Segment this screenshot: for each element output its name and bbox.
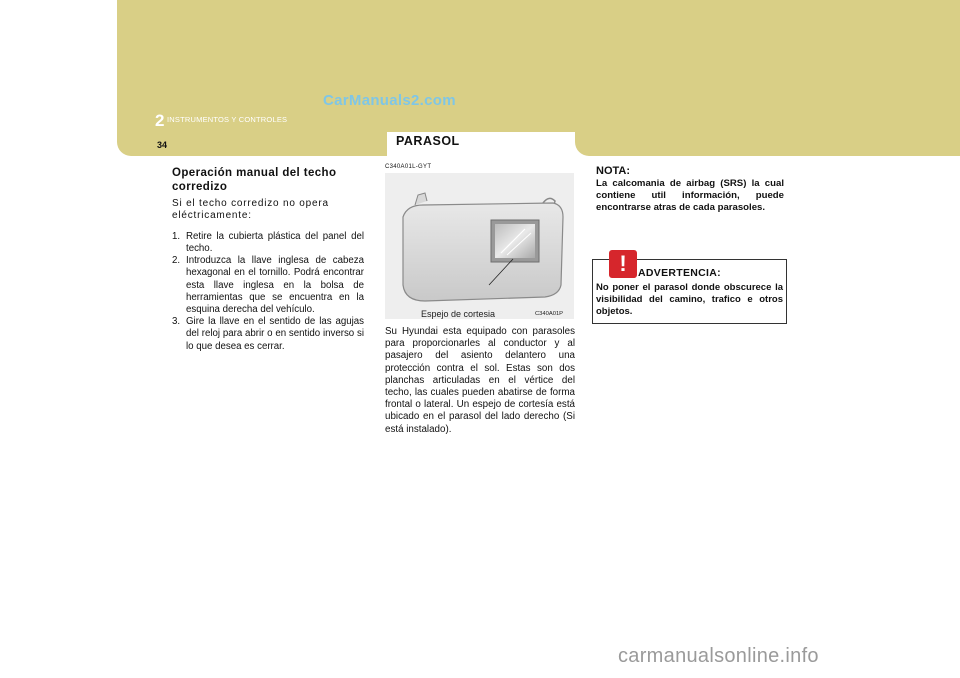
step-number: 2.: [172, 255, 181, 267]
step-text: Introduzca la llave inglesa de cabeza hexagonal en el tornillo. Podrá encontrar esta llave inglesa en la bolsa de herramientas que se encuentra en la esquina derecha del vehículo.: [186, 255, 364, 316]
figure-code: C340A01P: [535, 311, 564, 317]
header-right-tab: [575, 132, 960, 156]
step-number: 3.: [172, 316, 181, 328]
parasol-description: Su Hyundai esta equipado con parasoles para proporcionarles al conductor y al pasajero del asiento delantero una protección contra el sol. Estas son dos planchas articuladas en el vértice del techo, las cuales pueden abatirse de forma frontal o lateral. Un espejo de cortesía está ubicado en el parasol del lado derecho (Si está instalado).: [385, 326, 575, 435]
step-text: Retire la cubierta plástica del panel del techo.: [186, 230, 364, 255]
reference-code: C340A01L-GYT: [385, 164, 432, 170]
sunroof-heading: Operación manual del techo corredizo: [172, 167, 337, 193]
note-title: NOTA:: [596, 165, 631, 177]
warning-title: ADVERTENCIA:: [638, 267, 721, 279]
page-number: 34: [157, 140, 168, 150]
sunroof-steps: [172, 231, 364, 353]
left-column: [172, 166, 364, 353]
step-item: [172, 316, 364, 353]
chapter-title: INSTRUMENTOS Y CONTROLES: [167, 115, 288, 124]
bottom-watermark-link[interactable]: carmanualsonline.info: [618, 645, 819, 667]
figure-caption: Espejo de cortesia: [421, 309, 496, 319]
exclamation-icon: !: [609, 250, 637, 278]
sun-visor-illustration: [385, 173, 574, 319]
step-number: 1.: [172, 230, 181, 242]
step-item: [172, 255, 364, 316]
note-text: La calcomania de airbag (SRS) la cual contiene util información, puede encontrarse atras de cada parasoles.: [596, 178, 784, 213]
header-band: [117, 0, 960, 132]
step-item: [172, 231, 364, 255]
middle-column: [385, 164, 575, 436]
section-title: PARASOL: [396, 134, 460, 148]
warning-text: No poner el parasol donde obscurece la visibilidad del camino, trafico e otros objetos.: [596, 282, 783, 317]
sun-visor-figure: [385, 173, 574, 319]
step-text: Gire la llave en el sentido de las agujas del reloj para abrir o en sentido inverso si lo que desea es cerrar.: [186, 316, 364, 352]
chapter-number: 2: [155, 111, 165, 130]
sunroof-intro: Si el techo corredizo no opera eléctricamente:: [172, 198, 329, 222]
right-column: [596, 165, 784, 213]
top-watermark-link[interactable]: CarManuals2.com: [323, 92, 456, 109]
